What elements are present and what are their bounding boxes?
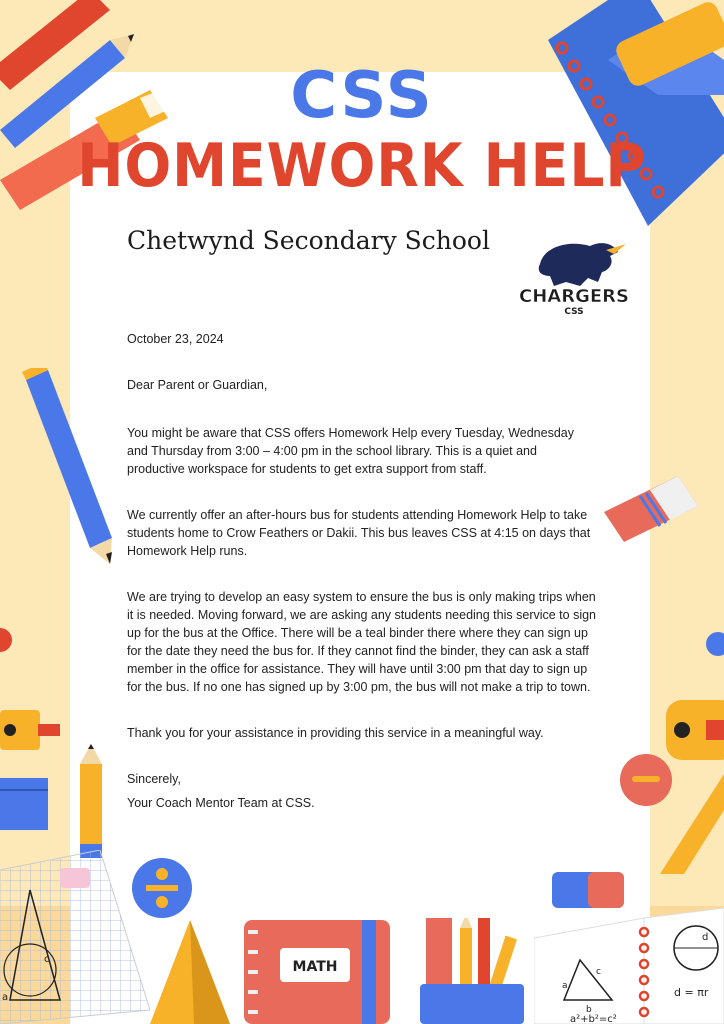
- letter-paragraph-3: We are trying to develop an easy system to ensure the bus is only making trips when it is needed. Moving forward, we are asking any students needing this service to sign up for the bus at the Office. There will be a teal binder there where they can sign up for the date they need the bus for. If they cannot find the binder, they can ask a staff member in the office for assistance. They will have until 3:00 pm that day to sign up for the bus. If no one has signed up by 3:00 pm, the bus will not make a trip to town.: [127, 590, 597, 694]
- circle-formula: d = πr: [674, 986, 709, 999]
- notebook-triangle-label-c: c: [596, 967, 601, 977]
- bull-icon: [539, 243, 626, 286]
- left-side-illustrations: [0, 620, 70, 840]
- pythagorean-formula: a²+b²=c²: [570, 1014, 617, 1024]
- graph-paper-triangle-illustration: [0, 850, 150, 1024]
- cone-illustration: [150, 920, 230, 1024]
- letter-signature: Your Coach Mentor Team at CSS.: [127, 796, 315, 810]
- letter-paragraph-4: Thank you for your assistance in providing this service in a meaningful way.: [127, 726, 544, 740]
- title-css: CSS: [290, 59, 434, 133]
- letter-body: [127, 330, 597, 812]
- letter-date: October 23, 2024: [127, 332, 224, 346]
- percent-circle-icon: [130, 856, 194, 920]
- triangle-label-c: c: [44, 954, 50, 965]
- letter-closing: Sincerely,: [127, 772, 181, 786]
- school-name: Chetwynd Secondary School: [127, 226, 490, 255]
- logo-subtext: CSS: [564, 307, 584, 316]
- triangle-label-a: a: [2, 992, 9, 1003]
- math-book-illustration: [244, 920, 394, 1024]
- math-book-label: MATH: [292, 959, 338, 975]
- title-homework-help: HOMEWORK HELP: [77, 131, 647, 201]
- circle-label-d: d: [702, 932, 709, 943]
- blue-pencil-left-illustration: [20, 368, 120, 568]
- letter-paragraph-2: We currently offer an after-hours bus for students attending Homework Help to take students home to Crow Feathers or Dakii. This bus leaves CSS at 4:15 on days that Homework Help runs.: [127, 508, 591, 558]
- yellow-pencil-illustration: [74, 744, 108, 864]
- chargers-logo: [510, 236, 640, 316]
- eraser-bottom-illustration: [550, 866, 630, 916]
- open-notebook-formulas-illustration: [534, 908, 724, 1024]
- letter-paragraph-1: You might be aware that CSS offers Homework Help every Tuesday, Wednesday and Thursday from 3:00 – 4:00 pm in the school library. This is a quiet and productive workspace for students to get extra support from staff.: [127, 426, 574, 476]
- notebook-triangle-label-a: a: [562, 981, 568, 991]
- eraser-right-illustration: [600, 466, 704, 546]
- letter-greeting: Dear Parent or Guardian,: [127, 378, 268, 392]
- logo-text: CHARGERS: [519, 286, 629, 307]
- pencil-cup-illustration: [416, 918, 536, 1024]
- notebook-triangle-label-b: b: [586, 1005, 592, 1015]
- right-side-illustrations: [610, 620, 724, 880]
